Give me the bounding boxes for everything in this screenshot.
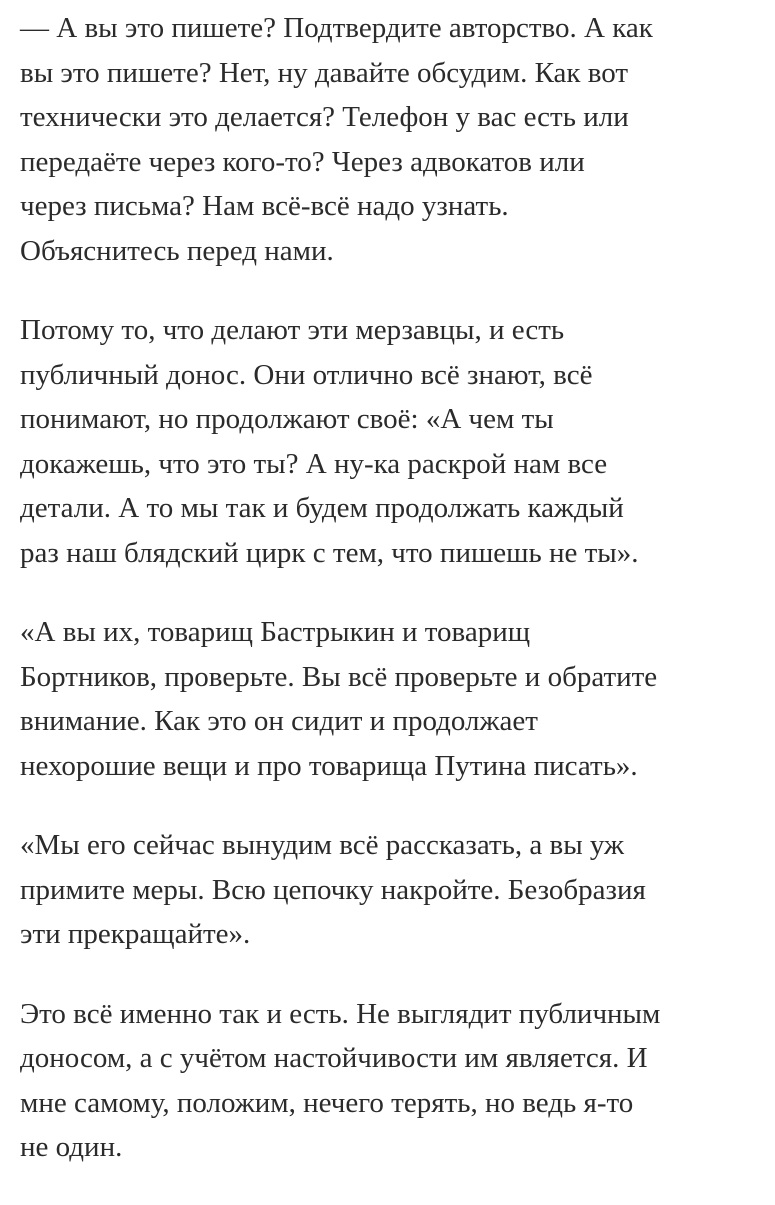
text-line: мне самому, положим, нечего терять, но ведь я-то [20,1086,634,1119]
paragraph-1 [20,6,765,273]
text-line: не один. [20,1131,123,1163]
text-line: раз наш блядский цирк с тем, что пишешь не ты». [20,536,639,569]
text-line: «А вы их, товарищ Бастрыкин и товарищ [20,616,531,648]
paragraph-2 [20,308,765,575]
text-line: Бортников, проверьте. Вы всё проверьте и обратите [20,660,658,693]
text-line: публичный донос. Они отлично всё знают, всё [20,358,593,391]
text-line: передаёте через кого-то? Через адвокатов или [20,145,585,178]
text-line: доносом, а с учётом настойчивости им является. И [20,1042,648,1074]
text-line: Потому то, что делают эти мерзавцы, и есть [20,314,565,346]
text-line: вы это пишете? Нет, ну давайте обсудим. Как вот [20,56,629,89]
text-line: Объяснитесь перед нами. [20,234,334,267]
text-line: «Мы его сейчас вынудим всё рассказать, а вы уж [20,829,625,861]
text-line: Это всё именно так и есть. Не выглядит публичным [20,997,661,1030]
article-body [20,6,765,1205]
text-line: эти прекращайте». [20,918,251,950]
text-line: примите меры. Всю цепочку накройте. Безобразия [20,873,646,906]
text-line: докажешь, что это ты? А ну-ка раскрой нам все [20,447,608,480]
text-line: через письма? Нам всё-всё надо узнать. [20,190,509,222]
paragraph-4 [20,823,765,957]
text-line: внимание. Как это он сидит и продолжает [20,705,538,737]
text-line: детали. А то мы так и будем продолжать каждый [20,492,624,524]
paragraph-3 [20,610,765,788]
text-line: технически это делается? Телефон у вас есть или [20,101,629,133]
text-line: — А вы это пишете? Подтвердите авторство. А как [20,12,653,44]
text-line: нехорошие вещи и про товарища Путина писать». [20,749,638,782]
text-line: понимают, но продолжают своё: «А чем ты [20,403,554,435]
paragraph-5 [20,992,765,1170]
